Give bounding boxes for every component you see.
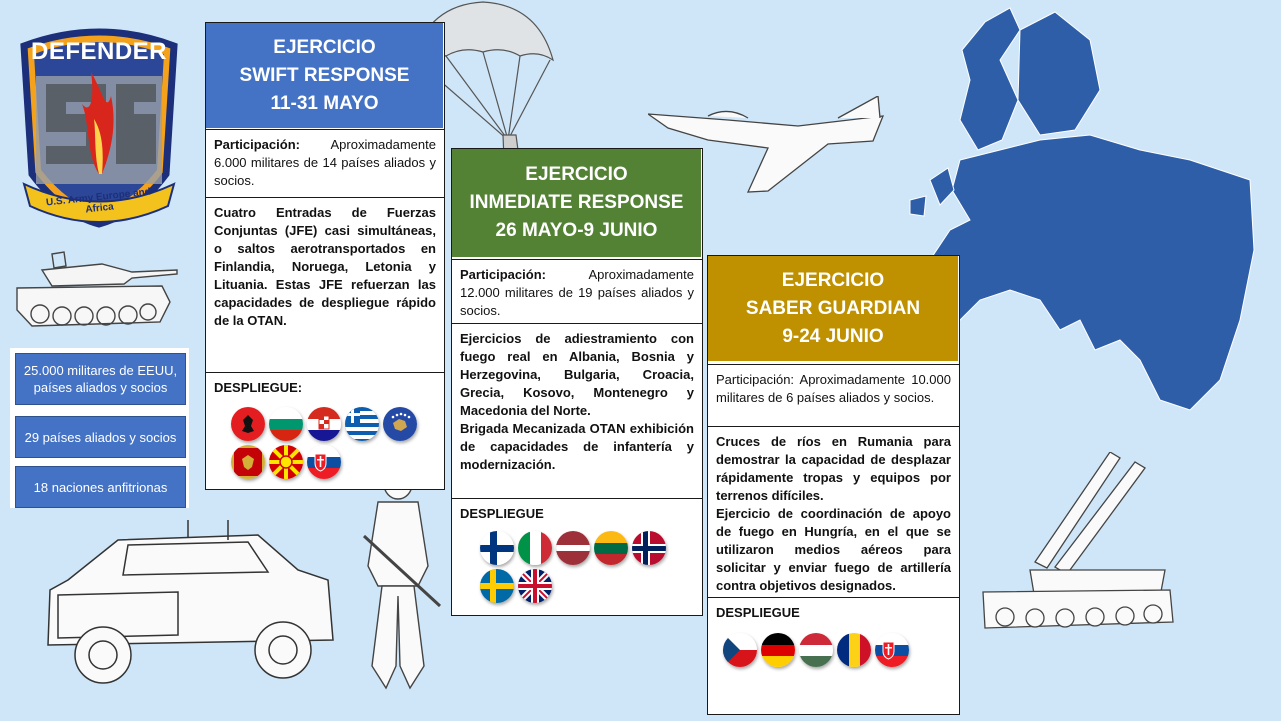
description-text: Ejercicios de adiestramiento con fuego real en Albania, Bosnia y Herzegovina, Bulgaria, Croacia, Grecia, Kosovo, Montenegro y Macedonia del Norte. bbox=[460, 331, 694, 418]
finland-flag bbox=[480, 531, 514, 565]
participation-section bbox=[708, 364, 959, 430]
exercise-name: INMEDIATE RESPONSE bbox=[469, 192, 684, 213]
exercise-header bbox=[708, 256, 958, 361]
description-text: Ejercicio de coordinación de apoyo de fuego en Hungría, en el que se utilizaron medios aéreos para solicitar y enviar fuego de artillería contra objetivos designados. bbox=[716, 506, 951, 593]
exercise-panel-swift-response bbox=[205, 22, 445, 490]
norway-flag bbox=[632, 531, 666, 565]
exercise-header bbox=[206, 23, 443, 128]
exercise-label: EJERCICIO bbox=[781, 269, 885, 291]
north-macedonia-flag bbox=[269, 445, 303, 479]
sweden-flag bbox=[480, 569, 514, 603]
participation-text: Aproximadamente 6.000 militares de 14 países aliados y socios. bbox=[214, 137, 436, 188]
participation-text: Aproximadamente 10.000 militares de 6 países aliados y socios. bbox=[716, 372, 951, 405]
stat-label: 29 países aliados y socios bbox=[24, 429, 177, 445]
deploy-flags bbox=[231, 407, 431, 479]
stat-box-paises bbox=[15, 416, 186, 458]
participation-label: Participación: bbox=[460, 267, 546, 282]
description-section bbox=[206, 197, 444, 373]
soldier-illustration bbox=[352, 466, 444, 696]
description-text: Cruces de ríos en Rumania para demostrar la capacidad de desplazar rápidamente tropas y equipos por terrenos difíciles. bbox=[716, 434, 951, 503]
deploy-flags bbox=[480, 531, 680, 603]
latvia-flag bbox=[556, 531, 590, 565]
exercise-panel-saber-guardian bbox=[707, 255, 960, 715]
defender-25-logo bbox=[16, 24, 182, 230]
greece-flag bbox=[345, 407, 379, 441]
exercise-dates: 9-24 JUNIO bbox=[782, 325, 884, 347]
description-text: Cuatro Entradas de Fuerzas Conjuntas (JFE) casi simultáneas, o saltos aerotransportados en Finlandia, Noruega, Letonia y Lituania. Estas JFE refuerzan las capacidades de despliegue rápido de la OTAN. bbox=[214, 205, 436, 328]
romania-flag bbox=[837, 633, 871, 667]
exercise-header bbox=[452, 149, 701, 257]
germany-flag bbox=[761, 633, 795, 667]
description-section bbox=[708, 426, 959, 598]
slovakia-flag bbox=[307, 445, 341, 479]
deploy-label: DESPLIEGUE: bbox=[214, 380, 303, 395]
croatia-flag bbox=[307, 407, 341, 441]
logo-ribbon: U.S. Army Europe and Africa bbox=[45, 186, 152, 216]
czech-flag bbox=[723, 633, 757, 667]
participation-section bbox=[452, 259, 702, 325]
tank-illustration bbox=[12, 240, 182, 335]
exercise-label: EJERCICIO bbox=[525, 164, 628, 185]
description-section bbox=[452, 323, 702, 499]
bulgaria-flag bbox=[269, 407, 303, 441]
participation-section bbox=[206, 129, 444, 199]
deploy-label: DESPLIEGUE bbox=[460, 506, 544, 521]
exercise-dates: 26 MAYO-9 JUNIO bbox=[495, 220, 658, 241]
participation-label: Participación: bbox=[214, 137, 300, 152]
participation-label: Participación: bbox=[716, 372, 795, 387]
montenegro-flag bbox=[231, 445, 265, 479]
participation-text: Aproximadamente 12.000 militares de 19 países aliados y socios. bbox=[460, 267, 694, 318]
slovakia-flag bbox=[875, 633, 909, 667]
deploy-label: DESPLIEGUE bbox=[716, 605, 800, 620]
exercise-label: EJERCICIO bbox=[273, 36, 376, 58]
stat-label: 18 naciones anfitrionas bbox=[33, 479, 168, 495]
lithuania-flag bbox=[594, 531, 628, 565]
exercise-panel-inmediate-response bbox=[451, 148, 703, 616]
hungary-flag bbox=[799, 633, 833, 667]
description-text: Brigada Mecanizada OTAN exhibición de capacidades de infantería y modernización. bbox=[460, 421, 694, 472]
exercise-dates: 11-31 MAYO bbox=[270, 92, 379, 114]
humvee-illustration bbox=[38, 520, 343, 695]
stat-box-militares bbox=[15, 353, 186, 405]
missile-launcher-illustration bbox=[975, 452, 1175, 642]
logo-title: DEFENDER bbox=[30, 38, 167, 65]
stat-label: 25.000 militares de EEUU, países aliados y socios bbox=[23, 363, 178, 395]
italy-flag bbox=[518, 531, 552, 565]
uk-flag bbox=[518, 569, 552, 603]
deploy-flags bbox=[723, 633, 953, 667]
stat-box-naciones bbox=[15, 466, 186, 508]
exercise-name: SABER GUARDIAN bbox=[745, 297, 921, 319]
kosovo-flag bbox=[383, 407, 417, 441]
exercise-name: SWIFT RESPONSE bbox=[239, 64, 410, 86]
albania-flag bbox=[231, 407, 265, 441]
